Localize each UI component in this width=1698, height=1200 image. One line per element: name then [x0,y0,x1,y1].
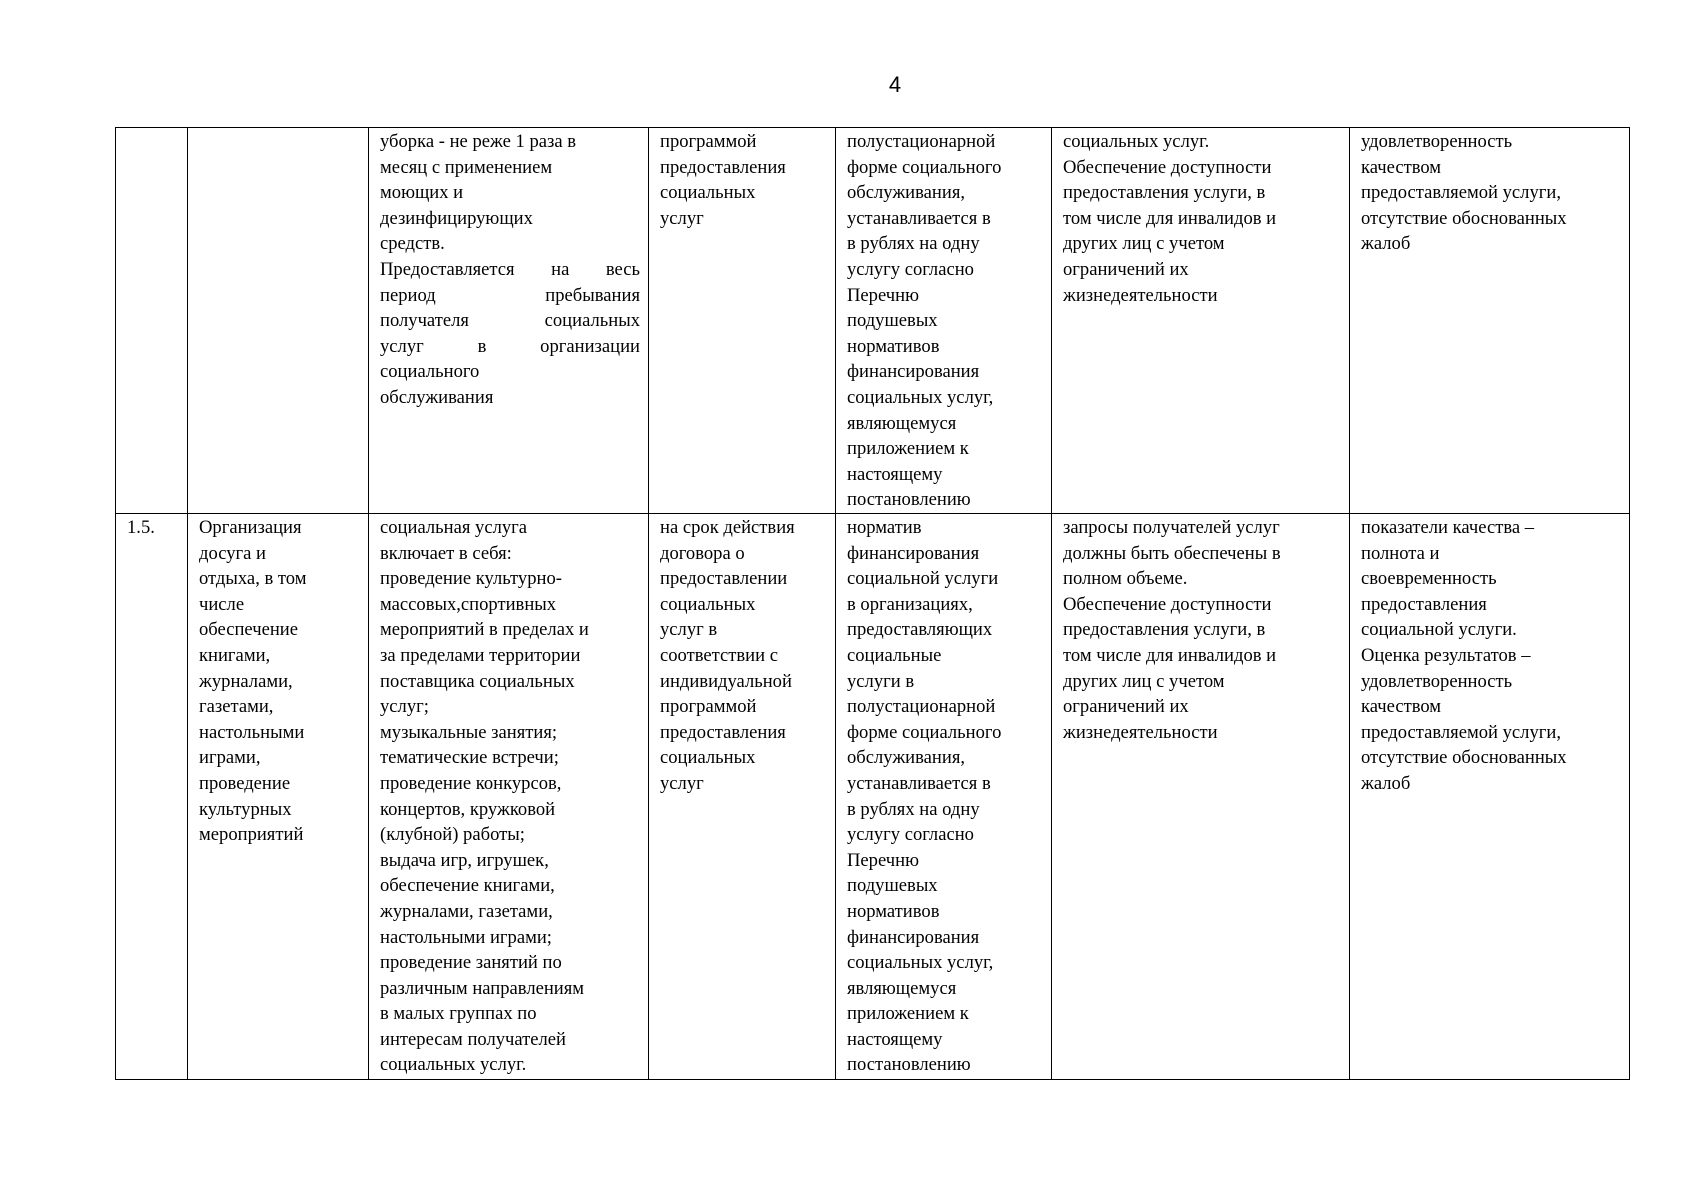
description-line: средств. [380,233,445,255]
description-line: социальная услуга [380,517,528,538]
conditions-cell: социальных услуг. Обеспечение доступности предоставления услуги, в том числе для инвалидов и других лиц с учетом ограничений их жизнедеятельности [1052,128,1350,514]
description-line: услуг в организации [380,335,640,357]
financing-norm-cell: норматив финансирования социальной услуги в организациях, предоставляющих социальные услуги в полустационарной форме социального обслуживания, устанавливается в в рублях на одну услугу согласно Перечню подушевых нормативов финансирования социальных услуг, являющемуся приложением к настоящему постановлению [836,514,1052,1080]
row-number-cell [116,128,188,514]
description-line: поставщика социальных [380,670,575,692]
description-line: месяц с применением [380,156,553,178]
description-cell [369,128,649,514]
services-table [115,127,1630,1080]
description-line: выдача игр, игрушек, [380,849,549,871]
description-line: концертов, кружковой [380,798,556,820]
term-cell: на срок действия договора о предоставлении социальных услуг в соответствии с индивидуальной программой предоставления социальных услуг [649,514,836,1080]
conditions-cell: запросы получателей услуг должны быть обеспечены в полном объеме. Обеспечение доступности предоставления услуги, в том числе для инвалидов и других лиц с учетом ограничений их жизнедеятельности [1052,514,1350,1080]
row-number-cell: 1.5. [116,514,188,1080]
description-line: мероприятий в пределах и [380,619,589,641]
description-line: проведение культурно- [380,568,562,590]
description-line: обеспечение книгами, [380,875,555,897]
quality-indicators-cell: показатели качества – полнота и своевременность предоставления социальной услуги. Оценка результатов – удовлетворенность качеством предоставляемой услуги, отсутствие обоснованных жалоб [1350,514,1630,1080]
service-name-cell: Организация досуга и отдыха, в том числе обеспечение книгами, журналами, газетами, настольными играми, проведение культурных мероприятий [188,514,369,1080]
financing-norm-cell: полустационарной форме социального обслуживания, устанавливается в в рублях на одну услугу согласно Перечню подушевых нормативов финансирования социальных услуг, являющемуся приложением к настоящему постановлению [836,128,1052,514]
table-row [116,128,1630,514]
description-line: обслуживания [380,386,494,408]
description-line: проведение занятий по [380,952,562,974]
description-line: получателя социальных [380,310,640,332]
description-line: тематические встречи; [380,747,559,769]
description-line: (клубной) работы; [380,824,525,846]
description-line: интересам получателей [380,1028,567,1050]
description-line: различным направлениям [380,977,585,999]
service-name-cell [188,128,369,514]
description-line: период пребывания [380,284,640,306]
description-line: проведение конкурсов, [380,772,562,794]
description-line: моющих и [380,182,464,204]
description-line: за пределами территории [380,644,581,666]
description-line: журналами, газетами, [380,900,553,922]
description-line: музыкальные занятия; [380,721,558,743]
table-row [116,514,1630,1080]
description-line: дезинфицирующих [380,207,533,229]
description-line: в малых группах по [380,1003,537,1025]
description-line: Предоставляется на весь [380,258,640,280]
description-cell [369,514,649,1080]
description-line: настольными играми; [380,926,552,948]
description-line: социальных услуг. [380,1054,527,1076]
quality-indicators-cell: удовлетворенность качеством предоставляемой услуги, отсутствие обоснованных жалоб [1350,128,1630,514]
page-number: 4 [888,72,902,97]
description-line: массовых,спортивных [380,593,557,615]
term-cell: программой предоставления социальных услуг [649,128,836,514]
description-line: включает в себя: [380,542,512,564]
description-line: социального [380,361,480,383]
description-line: уборка - не реже 1 раза в [380,131,577,152]
description-line: услуг; [380,696,429,718]
